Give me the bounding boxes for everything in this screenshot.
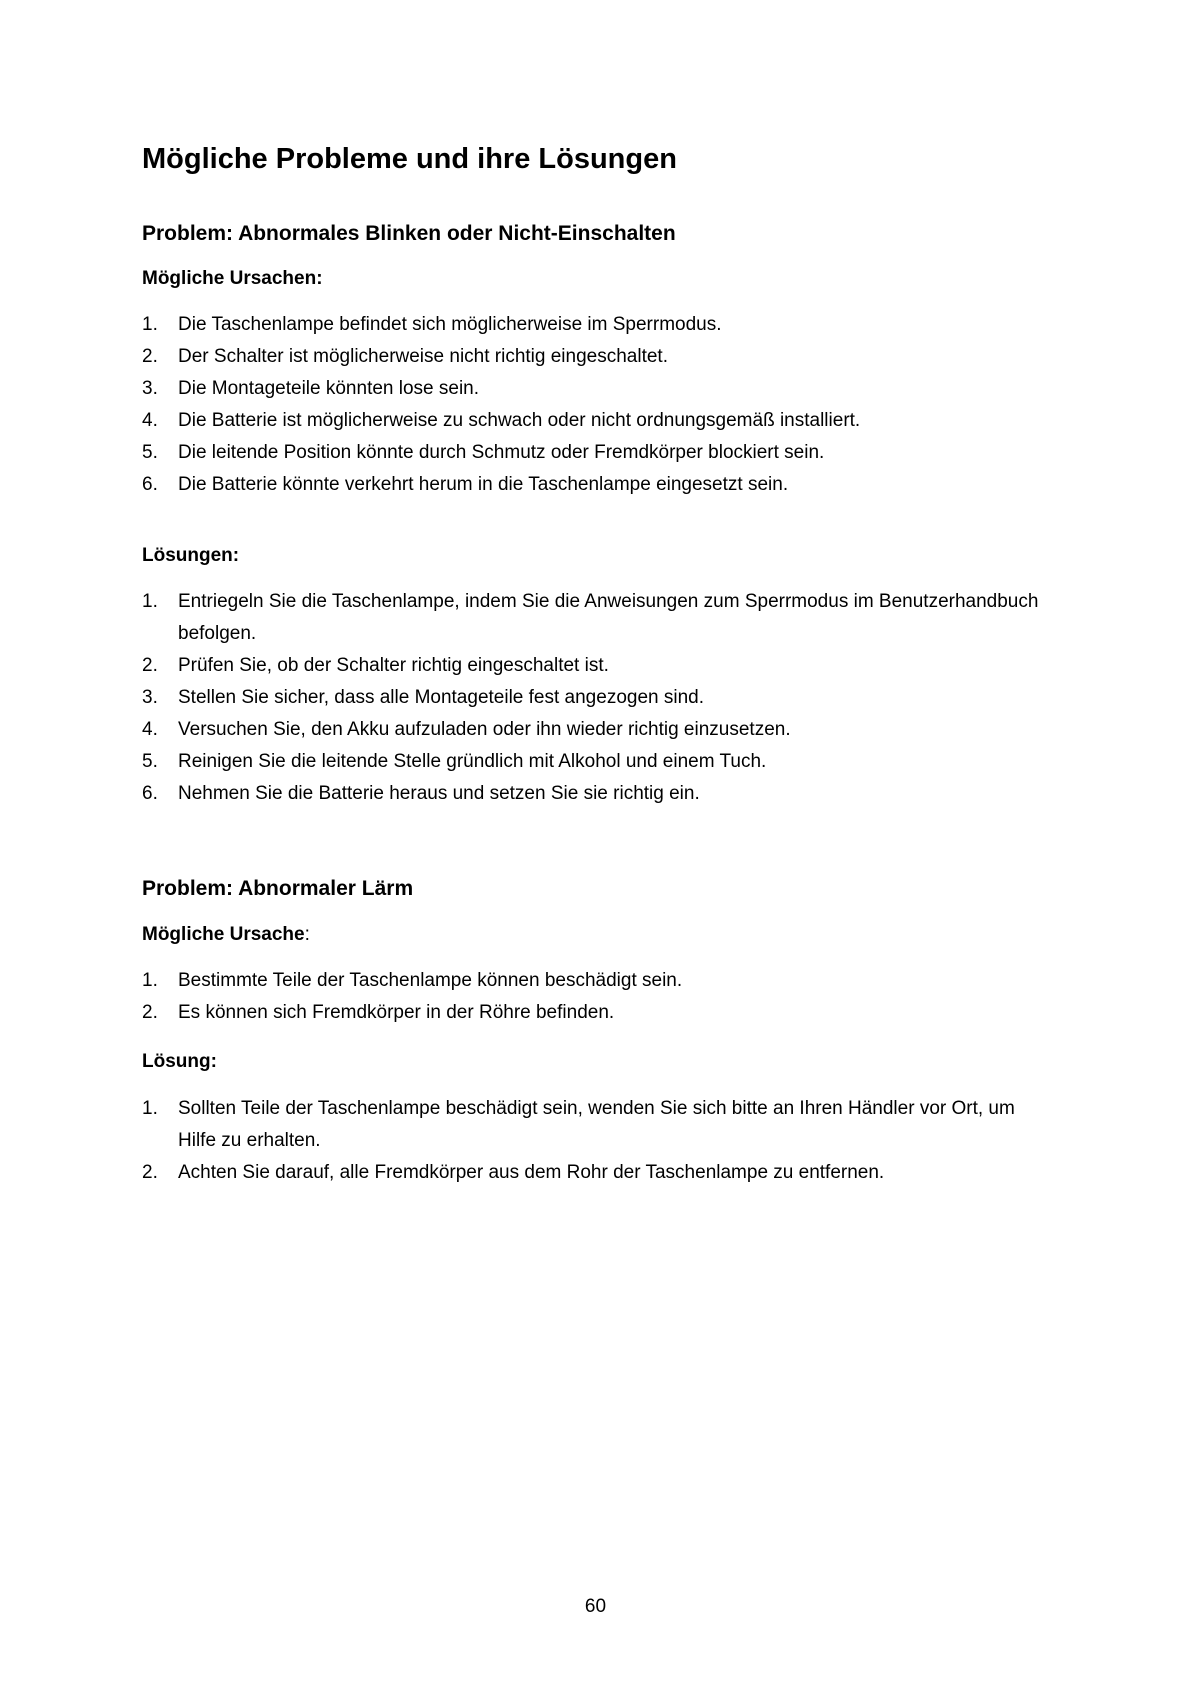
causes-label-blinking: Mögliche Ursachen: [142, 268, 323, 289]
list-item: 4. Versuchen Sie, den Akku aufzuladen oder ihn wieder richtig einzusetzen. [142, 719, 791, 740]
list-item: 1. Entriegeln Sie die Taschenlampe, indem Sie die Anweisungen zum Sperrmodus im Benutzerhandbuch befolgen. [142, 591, 1039, 644]
list-item: 5. Die leitende Position könnte durch Schmutz oder Fremdkörper blockiert sein. [142, 442, 825, 463]
list-item: 2. Es können sich Fremdkörper in der Röhre befinden. [142, 1002, 615, 1023]
page-number: 60 [584, 1596, 607, 1617]
solutions-label-blinking: Lösungen: [142, 545, 240, 566]
list-item: 5. Reinigen Sie die leitende Stelle gründlich mit Alkohol und einem Tuch. [142, 751, 767, 772]
list-item: 6. Die Batterie könnte verkehrt herum in die Taschenlampe eingesetzt sein. [142, 474, 789, 495]
causes-label-noise: Mögliche Ursache: [142, 924, 310, 945]
solutions-label-noise: Lösung: [142, 1051, 217, 1072]
causes-list-noise [142, 965, 1042, 1029]
list-item: 3. Stellen Sie sicher, dass alle Montageteile fest angezogen sind. [142, 687, 704, 708]
section-heading-blinking: Problem: Abnormales Blinken oder Nicht-Einschalten [142, 222, 676, 245]
list-item: 3. Die Montageteile könnten lose sein. [142, 378, 480, 399]
list-item: 2. Achten Sie darauf, alle Fremdkörper aus dem Rohr der Taschenlampe zu entfernen. [142, 1162, 885, 1183]
section-heading-noise: Problem: Abnormaler Lärm [142, 877, 414, 900]
list-item: 1. Sollten Teile der Taschenlampe beschädigt sein, wenden Sie sich bitte an Ihren Händler vor Ort, um Hilfe zu erhalten. [142, 1098, 1015, 1151]
list-item: 2. Prüfen Sie, ob der Schalter richtig eingeschaltet ist. [142, 655, 609, 676]
solutions-list-noise [142, 1093, 1042, 1189]
list-item: 1. Bestimmte Teile der Taschenlampe können beschädigt sein. [142, 970, 683, 991]
causes-list-blinking [142, 309, 1042, 501]
list-item: 2. Der Schalter ist möglicherweise nicht richtig eingeschaltet. [142, 346, 668, 367]
page-title: Mögliche Probleme und ihre Lösungen [142, 143, 677, 175]
list-item: 4. Die Batterie ist möglicherweise zu schwach oder nicht ordnungsgemäß installiert. [142, 410, 861, 431]
list-item: 6. Nehmen Sie die Batterie heraus und setzen Sie sie richtig ein. [142, 783, 700, 804]
solutions-list-blinking [142, 586, 1042, 810]
list-item: 1. Die Taschenlampe befindet sich möglicherweise im Sperrmodus. [142, 314, 722, 335]
